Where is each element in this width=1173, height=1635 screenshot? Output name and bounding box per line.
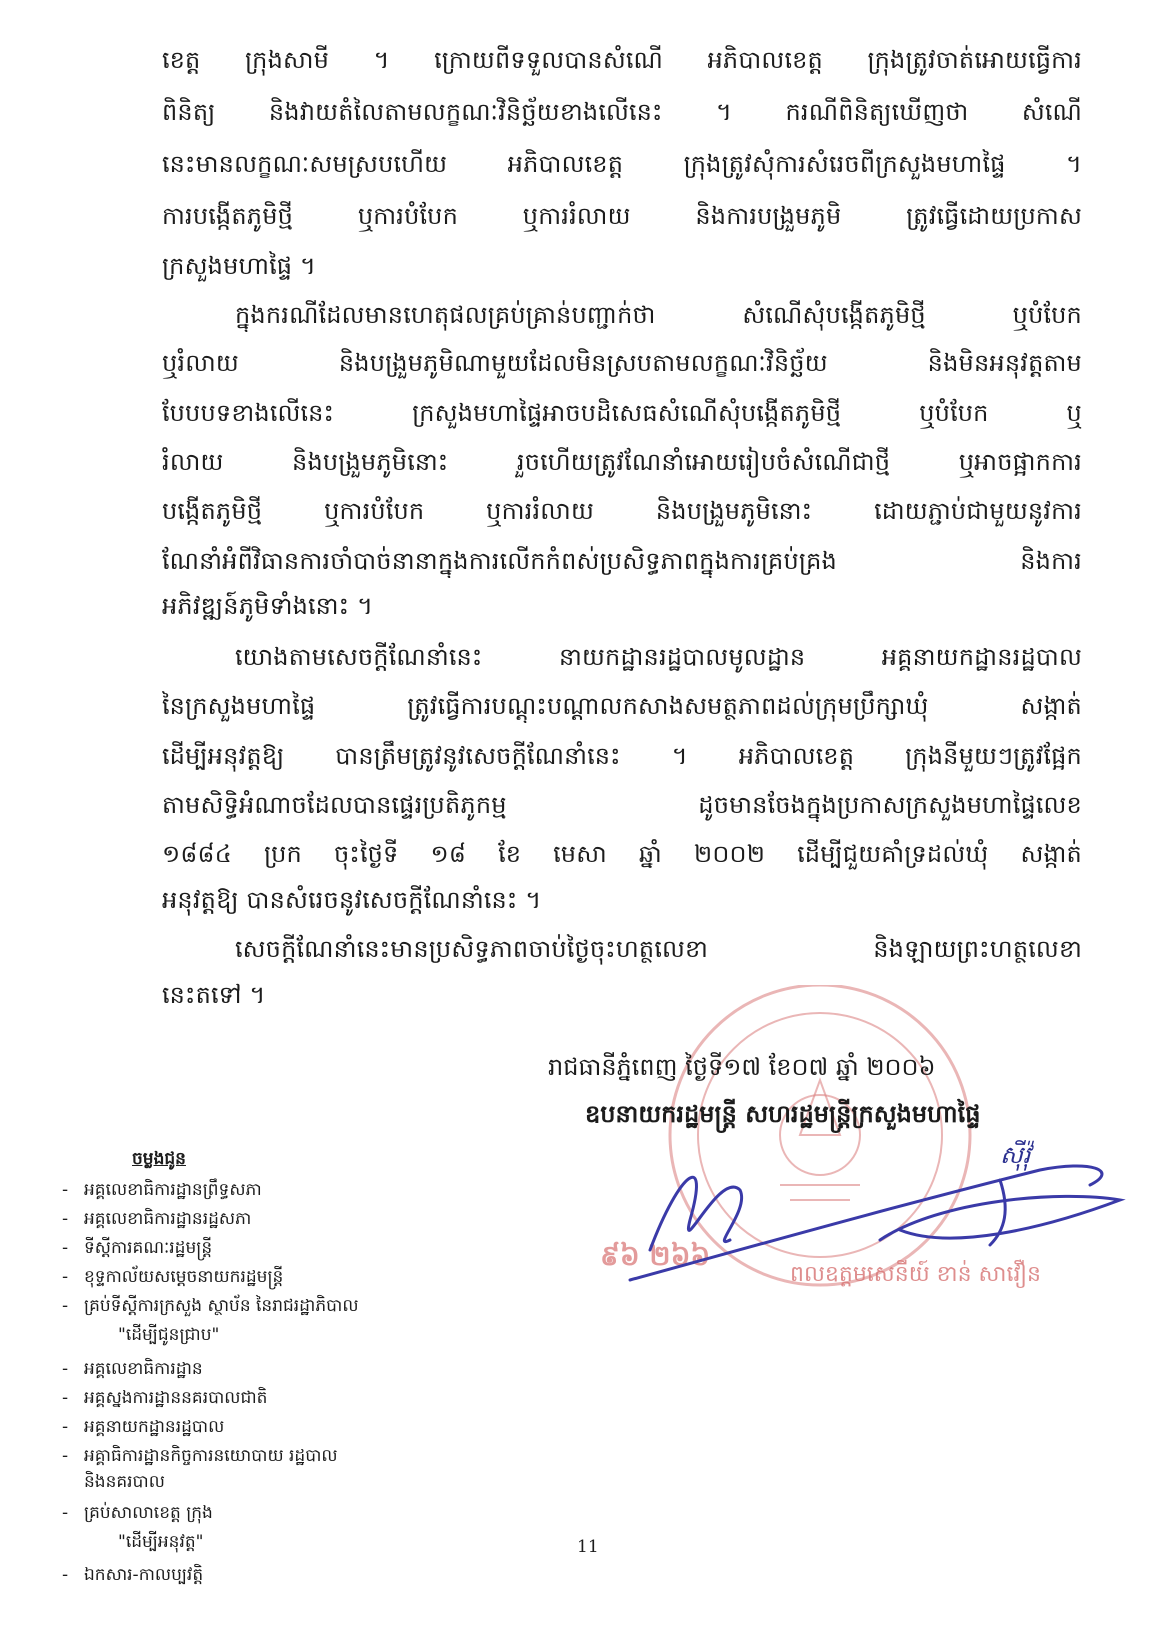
- cc-item-text: អគ្គនាយកដ្ឋានរដ្ឋបាល: [84, 1417, 225, 1437]
- cc-item: [62, 1357, 203, 1381]
- list-dash: -: [62, 1267, 69, 1287]
- body-line-6: ក្នុងករណីដែលមានហេតុផលគ្រប់គ្រាន់បញ្ជាក់ថា សំណើសុំបង្កើតភូមិថ្មី ឬបំបែក: [235, 301, 1082, 329]
- seal-number: ៩៦ ២៦៦: [600, 1239, 711, 1272]
- cc-item: [62, 1386, 267, 1410]
- list-dash: -: [62, 1238, 69, 1258]
- dateline: រាជធានីភ្នំពេញ ថ្ងៃទី១៧ ខែ០៧ ឆ្នាំ ២០០៦: [548, 1053, 936, 1081]
- cc-item: [62, 1444, 338, 1468]
- body-line-11: ណែនាំអំពីវិធានការចាំបាច់នានាក្នុងការលើកកំពស់ប្រសិទ្ធភាពក្នុងការគ្រប់គ្រង និងការ: [162, 547, 1082, 575]
- cc-item-continuation: "ដើម្បីជូនជ្រាប": [118, 1325, 220, 1345]
- body-line-5: ក្រសួងមហាផ្ទៃ ។: [162, 252, 317, 280]
- body-line-9: រំលាយ និងបង្រួមភូមិនោះ រួចហើយត្រូវណែនាំអោយរៀបចំសំណើជាថ្មី ឬអាចផ្អាកការ: [162, 448, 1082, 476]
- body-line-1: ខេត្ត ក្រុងសាមី ។ ក្រោយពីទទួលបានសំណើ អភិបាលខេត្ត ក្រុងត្រូវចាត់អោយធ្វើការ: [162, 46, 1082, 74]
- cc-item-text: គ្រប់សាលាខេត្ត ក្រុង: [84, 1503, 213, 1523]
- cc-item-text: អគ្គាធិការដ្ឋានកិច្ចការនយោបាយ រដ្ឋបាល: [84, 1446, 338, 1466]
- signer-name: ពលឧត្តមសេនីយ៍ ខាន់ សាវឿន: [790, 1262, 1041, 1287]
- body-line-7: ឬរំលាយ និងបង្រួមភូមិណាមួយដែលមិនស្របតាមលក្ខណៈវិនិច្ឆ័យ និងមិនអនុវត្តតាម: [162, 349, 1082, 377]
- cc-item: [62, 1178, 262, 1202]
- list-dash: -: [62, 1180, 69, 1200]
- body-line-10: បង្កើតភូមិថ្មី ឬការបំបែក ឬការរំលាយ និងបង្រួមភូមិនោះ ដោយភ្ជាប់ជាមួយនូវការ: [162, 497, 1082, 525]
- list-dash: -: [62, 1388, 69, 1408]
- cc-item-continuation: និងនគរបាល: [84, 1472, 165, 1492]
- cc-item: [62, 1236, 212, 1260]
- body-line-16: តាមសិទ្ធិអំណាចដែលបានផ្ទេរប្រតិភូកម្ម ដូចមានចែងក្នុងប្រកាសក្រសួងមហាផ្ទៃលេខ: [162, 791, 1082, 819]
- body-line-12: អភិវឌ្ឍន៍ភូមិទាំងនោះ ។: [162, 592, 374, 620]
- signer-title: ឧបនាយករដ្ឋមន្ត្រី សហរដ្ឋមន្ត្រីក្រសួងមហាផ្ទៃ: [585, 1100, 981, 1128]
- cc-item-continuation: "ដើម្បីអនុវត្ត": [118, 1532, 204, 1552]
- cc-item-text: អគ្គលេខាធិការដ្ឋានព្រឹទ្ធសភា: [84, 1180, 262, 1200]
- cc-item-text: គ្រប់ទីស្តីការក្រសួង ស្ថាប័ន នៃរាជរដ្ឋាភិបាល: [84, 1296, 359, 1316]
- cc-item: [62, 1207, 251, 1231]
- body-line-2: ពិនិត្យ និងវាយតំលៃតាមលក្ខណៈវិនិច្ឆ័យខាងលើនេះ ។ ករណីពិនិត្យឃើញថា សំណើ: [162, 98, 1082, 126]
- list-dash: -: [62, 1503, 69, 1523]
- cc-item: [62, 1265, 283, 1289]
- signer-initial: ស៊ីវ៉ុ: [1000, 1141, 1031, 1169]
- body-line-18: អនុវត្តឱ្យ បានសំរេចនូវសេចក្តីណែនាំនេះ ។: [162, 886, 542, 914]
- cc-item: [62, 1563, 203, 1587]
- body-line-20: នេះតទៅ ។: [162, 981, 266, 1009]
- body-line-8: បែបបទខាងលើនេះ ក្រសួងមហាផ្ទៃអាចបដិសេធសំណើសុំបង្កើតភូមិថ្មី ឬបំបែក ឬ: [162, 399, 1082, 427]
- list-dash: -: [62, 1565, 69, 1585]
- list-dash: -: [62, 1446, 69, 1466]
- cc-item-text: អគ្គស្នងការដ្ឋាននគរបាលជាតិ: [84, 1388, 268, 1408]
- cc-item-text: អគ្គលេខាធិការដ្ឋាន: [84, 1359, 203, 1379]
- body-line-4: ការបង្កើតភូមិថ្មី ឬការបំបែក ឬការរំលាយ និងការបង្រួមភូមិ ត្រូវធ្វើដោយប្រកាស: [162, 202, 1082, 230]
- page-number: 11: [577, 1537, 599, 1557]
- body-line-3: នេះមានលក្ខណៈសមស្របហើយ អភិបាលខេត្ត ក្រុងត្រូវសុំការសំរេចពីក្រសួងមហាផ្ទៃ ។: [162, 150, 1082, 178]
- body-line-14: នៃក្រសួងមហាផ្ទៃ ត្រូវធ្វើការបណ្តុះបណ្តាលកសាងសមត្ថភាពដល់ក្រុមប្រឹក្សាឃុំ សង្កាត់: [162, 692, 1082, 720]
- cc-item-text: ឯកសារ-កាលប្បវត្តិ: [84, 1565, 204, 1585]
- list-dash: -: [62, 1209, 69, 1229]
- body-line-15: ដើម្បីអនុវត្តឱ្យ បានត្រឹមត្រូវនូវសេចក្តីណែនាំនេះ ។ អភិបាលខេត្ត ក្រុងនីមួយៗត្រូវផ្អែក: [162, 742, 1082, 770]
- cc-item: [62, 1415, 224, 1439]
- body-line-17: ១៨៨៤ ប្រក ចុះថ្ងៃទី ១៨ ខែ មេសា ឆ្នាំ ២០០២ ដើម្បីជួយគាំទ្រដល់ឃុំ សង្កាត់: [162, 840, 1082, 868]
- cc-item-text: អគ្គលេខាធិការដ្ឋានរដ្ឋសភា: [84, 1209, 252, 1229]
- cc-item-text: ខុទ្ទកាល័យសម្តេចនាយករដ្ឋមន្ត្រី: [84, 1267, 284, 1287]
- cc-title: ចម្លងជូន: [132, 1149, 186, 1169]
- body-line-19: សេចក្តីណែនាំនេះមានប្រសិទ្ធភាពចាប់ថ្ងៃចុះហត្ថលេខា និងឡាយព្រះហត្ថលេខា: [235, 935, 1082, 963]
- cc-item-text: ទីស្តីការគណៈរដ្ឋមន្ត្រី: [84, 1238, 213, 1258]
- list-dash: -: [62, 1417, 69, 1437]
- list-dash: -: [62, 1296, 69, 1316]
- body-line-13: យោងតាមសេចក្តីណែនាំនេះ នាយកដ្ឋានរដ្ឋបាលមូលដ្ឋាន អគ្គនាយកដ្ឋានរដ្ឋបាល: [235, 643, 1082, 671]
- cc-item: [62, 1294, 359, 1318]
- cc-item: [62, 1501, 213, 1525]
- list-dash: -: [62, 1359, 69, 1379]
